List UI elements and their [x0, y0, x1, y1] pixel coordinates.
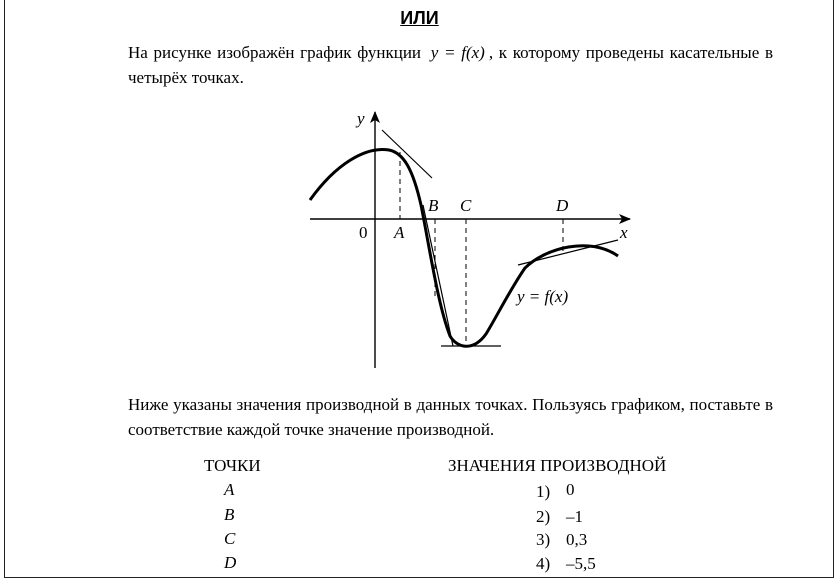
value-3: 0,3: [566, 530, 588, 549]
intro-after: , к которому проведены касательные в четырёх точках.: [128, 43, 774, 87]
point-D: D: [224, 553, 237, 572]
value-num-2: 2): [536, 507, 551, 526]
y-axis-label: y: [357, 109, 365, 128]
value-4: –5,5: [566, 554, 596, 573]
value-num-3: 3): [536, 530, 551, 549]
intro-formula: y = f(x): [430, 43, 485, 62]
value-num-1: 1): [536, 482, 551, 501]
point-C-label: C: [460, 196, 472, 215]
point-C: C: [224, 529, 236, 548]
point-B: B: [224, 505, 235, 524]
value-2: –1: [566, 507, 583, 526]
heading-or: ИЛИ: [400, 8, 439, 28]
tangent-B: [423, 205, 453, 346]
point-A-label: A: [394, 223, 405, 242]
value-num-4: 4): [536, 554, 551, 573]
instruction-paragraph: Ниже указаны значения производной в данных точках. Пользуясь графиком, поставьте в соответствие каждой точке значение производной.: [128, 395, 773, 439]
intro-before: На рисунке изображён график функции: [128, 43, 422, 62]
x-axis-label: x: [620, 223, 628, 242]
points-header: ТОЧКИ: [204, 456, 261, 475]
origin-label: 0: [359, 223, 368, 242]
values-header: ЗНАЧЕНИЯ ПРОИЗВОДНОЙ: [448, 456, 667, 475]
point-B-label: B: [428, 196, 439, 215]
value-1: 0: [566, 480, 575, 499]
tangent-A: [382, 130, 432, 178]
point-D-label: D: [556, 196, 569, 215]
curve-label: y = f(x): [517, 287, 569, 306]
point-A: A: [224, 480, 235, 499]
function-curve: [310, 149, 618, 346]
